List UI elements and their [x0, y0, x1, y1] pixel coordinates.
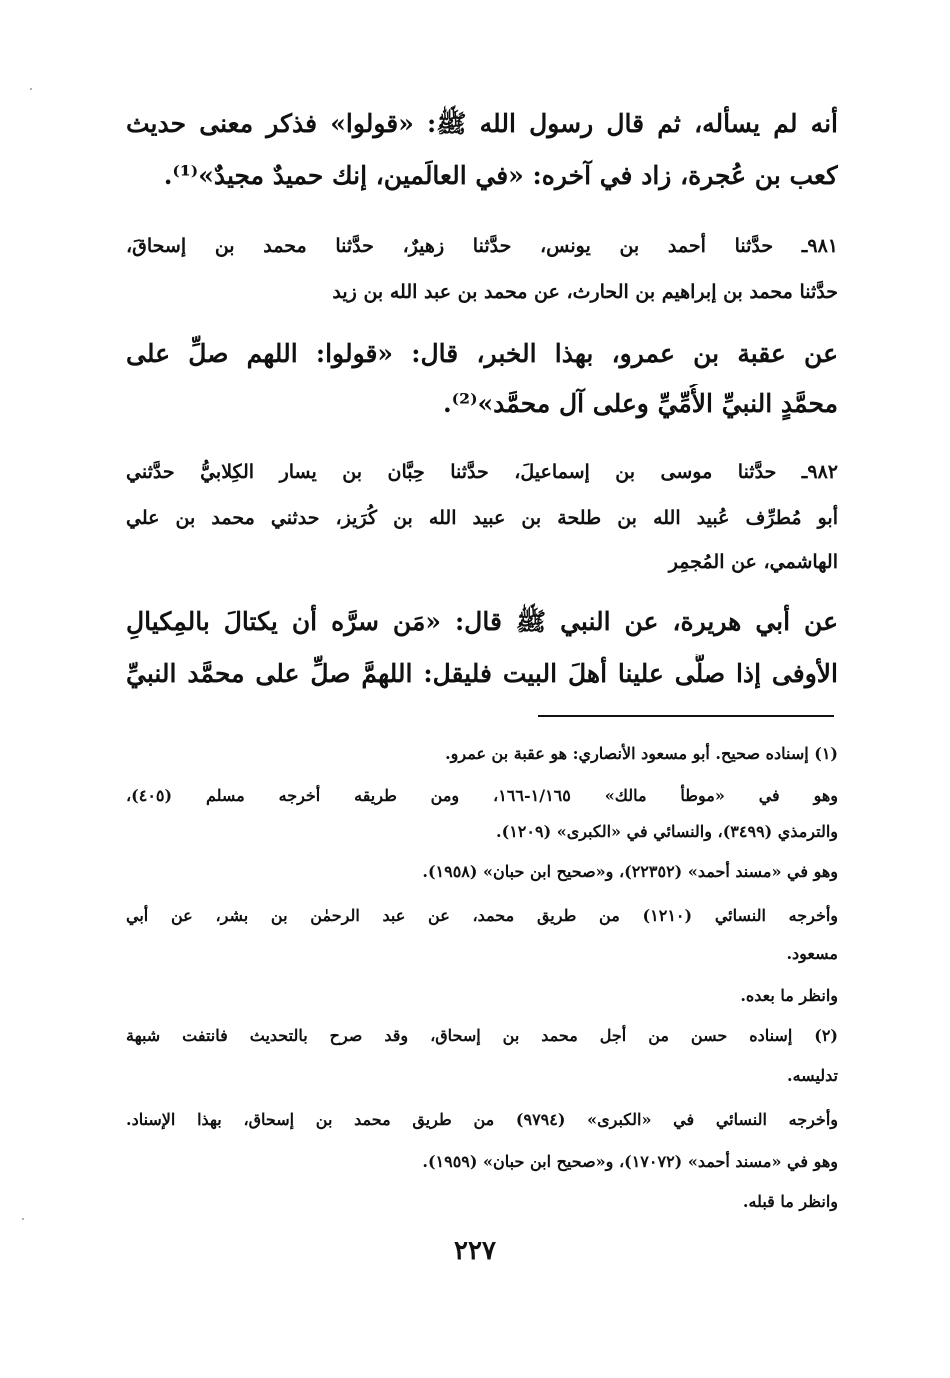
footnote-line: وانظر ما قبله. [742, 1192, 838, 1211]
main-text-line: محمَّدٍ النبيِّ الأُمِّيِّ وعلى آل محمَّد»⁽²⁾. [442, 389, 838, 418]
hadith-isnad-line: الهاشمي، عن المُجمِر [668, 551, 838, 573]
main-text-line: عن عقبة بن عمرو، بهذا الخبر، قال: «قولوا: اللهم صلِّ على [126, 339, 838, 368]
hadith-isnad-line: أبو مُطرِّف عُبيد الله بن طلحة بن عبيد الله بن كُرَيز، حدثني محمد بن علي [126, 507, 838, 529]
footnote-line: وهو في «موطأ مالك» ١/١٦٥-١٦٦، ومن طريقه أخرجه مسلم (٤٠٥)، [126, 786, 838, 805]
footnote-separator [538, 715, 834, 717]
footnote-line: وهو في «مسند أحمد» (٢٢٣٥٢)، و«صحيح ابن حبان» (١٩٥٨). [422, 862, 838, 881]
main-text-line: عن أبي هريرة، عن النبي ﷺ قال: «مَن سرَّه أن يكتالَ بالمِكيالِ [126, 607, 838, 636]
hadith-isnad-line: ٩٨١ـ حدَّثنا أحمد بن يونس، حدَّثنا زهيرٌ، حدَّثنا محمد بن إسحاقَ، [126, 235, 838, 257]
footnote-line: (٢) إسناده حسن من أجل محمد بن إسحاق، وقد صرح بالتحديث فانتفت شبهة [126, 1026, 838, 1045]
footnote-line: وهو في «مسند أحمد» (١٧٠٧٢)، و«صحيح ابن حبان» (١٩٥٩). [422, 1152, 838, 1171]
main-text-line: كعب بن عُجرة، زاد في آخره: «في العالَمين، إنك حميدٌ مجيدٌ»⁽¹⁾. [163, 161, 838, 190]
footnote-line: تدليسه. [787, 1066, 838, 1085]
footnote-line: مسعود. [786, 944, 838, 963]
footnote-line: وأخرجه النسائي في «الكبرى» (٩٧٩٤) من طريق محمد بن إسحاق، بهذا الإسناد. [126, 1110, 838, 1129]
footnote-line: (١) إسناده صحيح. أبو مسعود الأنصاري: هو عقبة بن عمرو. [445, 744, 838, 763]
main-text-line: أنه لم يسأله، ثم قال رسول الله ﷺ: «قولوا» فذكر معنى حديث [126, 109, 838, 138]
footnote-line: والترمذي (٣٤٩٩)، والنسائي في «الكبرى» (١٢٠٩). [496, 822, 838, 841]
footnote-line: وأخرجه النسائي (١٢١٠) من طريق محمد، عن عبد الرحمٰن بن بشر، عن أبي [126, 906, 838, 925]
footnote-line: وانظر ما بعده. [740, 986, 838, 1005]
page-number: ٢٢٧ [454, 1236, 496, 1266]
hadith-isnad-line: حدَّثنا محمد بن إبراهيم بن الحارث، عن محمد بن عبد الله بن زيد [332, 281, 838, 303]
hadith-isnad-line: ٩٨٢ـ حدَّثنا موسى بن إسماعيلَ، حدَّثنا حِبَّان بن يسار الكِلابيُّ حدَّثني [126, 461, 838, 483]
main-text-line: الأوفى إذا صلَّى علينا أهلَ البيت فليقل: اللهمَّ صلِّ على محمَّد النبيِّ [126, 659, 838, 688]
scan-speck [30, 88, 32, 90]
scan-speck [22, 1218, 24, 1220]
